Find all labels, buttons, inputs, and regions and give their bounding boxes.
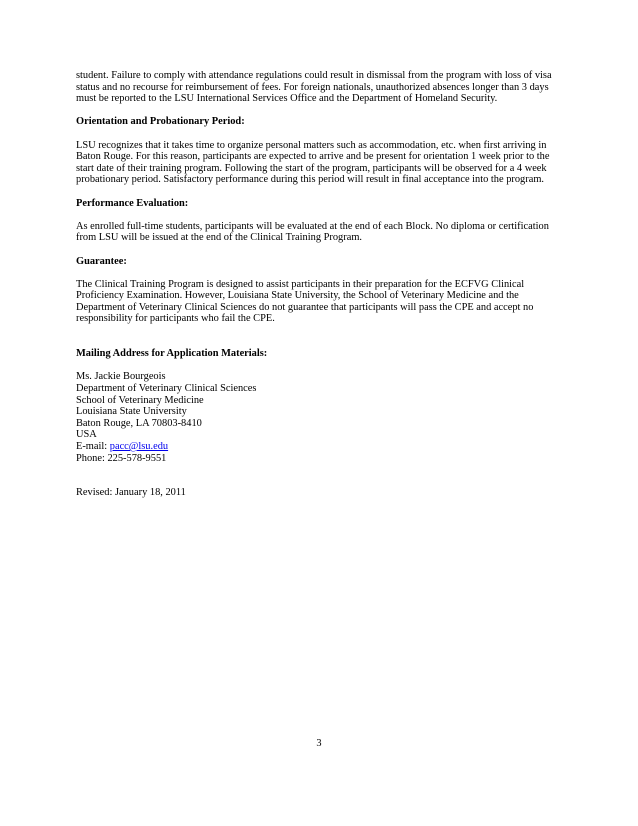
contact-department: Department of Veterinary Clinical Sciences	[76, 383, 257, 395]
contact-university: Louisiana State University	[76, 406, 187, 418]
paragraph-line: LSU recognizes that it takes time to organize personal matters such as accommodation, etc. when first arriving in	[76, 139, 547, 151]
contact-name: Ms. Jackie Bourgeois	[76, 371, 166, 383]
contact-phone: Phone: 225-578-9551	[76, 452, 167, 464]
paragraph-line: As enrolled full-time students, participants will be evaluated at the end of each Block. No diploma or certification	[76, 220, 549, 232]
paragraph-line: start date of their training program. Following the start of the program, participants will be observed for a 4 week	[76, 162, 547, 174]
section-heading-performance: Performance Evaluation:	[76, 197, 189, 209]
paragraph-line: Proficiency Examination. However, Louisiana State University, the School of Veterinary Medicine and the	[76, 290, 519, 302]
document-page	[76, 70, 566, 511]
orientation-paragraph	[76, 140, 566, 186]
paragraph-line: responsibility for participants who fail the CPE.	[76, 313, 275, 325]
attendance-continuation-paragraph	[76, 70, 566, 105]
paragraph-line: student. Failure to comply with attendance regulations could result in dismissal from the program with loss of visa	[76, 70, 552, 81]
section-heading-orientation: Orientation and Probationary Period:	[76, 116, 245, 128]
revised-date: Revised: January 18, 2011	[76, 487, 186, 499]
guarantee-paragraph	[76, 279, 566, 325]
paragraph-line: The Clinical Training Program is designed to assist participants in their preparation for the ECFVG Clinical	[76, 278, 525, 290]
blank-line	[76, 337, 566, 349]
contact-school: School of Veterinary Medicine	[76, 394, 204, 406]
mailing-address-block	[76, 371, 566, 464]
section-heading-mailing-address: Mailing Address for Application Materials:	[76, 348, 268, 360]
page-number: 3	[316, 738, 322, 749]
paragraph-line: from LSU will be issued at the end of the Clinical Training Program.	[76, 232, 362, 244]
contact-city: Baton Rouge, LA 70803-8410	[76, 417, 202, 429]
performance-paragraph	[76, 221, 566, 244]
contact-email-line	[76, 441, 566, 453]
email-link[interactable]: pacc@lsu.edu	[109, 441, 169, 452]
contact-country: USA	[76, 429, 97, 441]
paragraph-line: probationary period. Satisfactory performance during this period will result in final acceptance into the program.	[76, 174, 544, 186]
paragraph-line: Baton Rouge. For this reason, participants are expected to arrive and be present for orientation 1 week prior to the	[76, 151, 550, 163]
blank-line	[76, 476, 566, 488]
paragraph-line: status and no recourse for reimbursement of fees. For foreign nationals, unauthorized absences longer than 3 days	[76, 81, 549, 93]
email-label: E-mail:	[76, 441, 110, 452]
paragraph-line: must be reported to the LSU International Services Office and the Department of Homeland Security.	[76, 93, 498, 105]
paragraph-line: Department of Veterinary Clinical Sciences do not guarantee that participants will pass the CPE and accept no	[76, 301, 534, 313]
section-heading-guarantee: Guarantee:	[76, 255, 127, 267]
